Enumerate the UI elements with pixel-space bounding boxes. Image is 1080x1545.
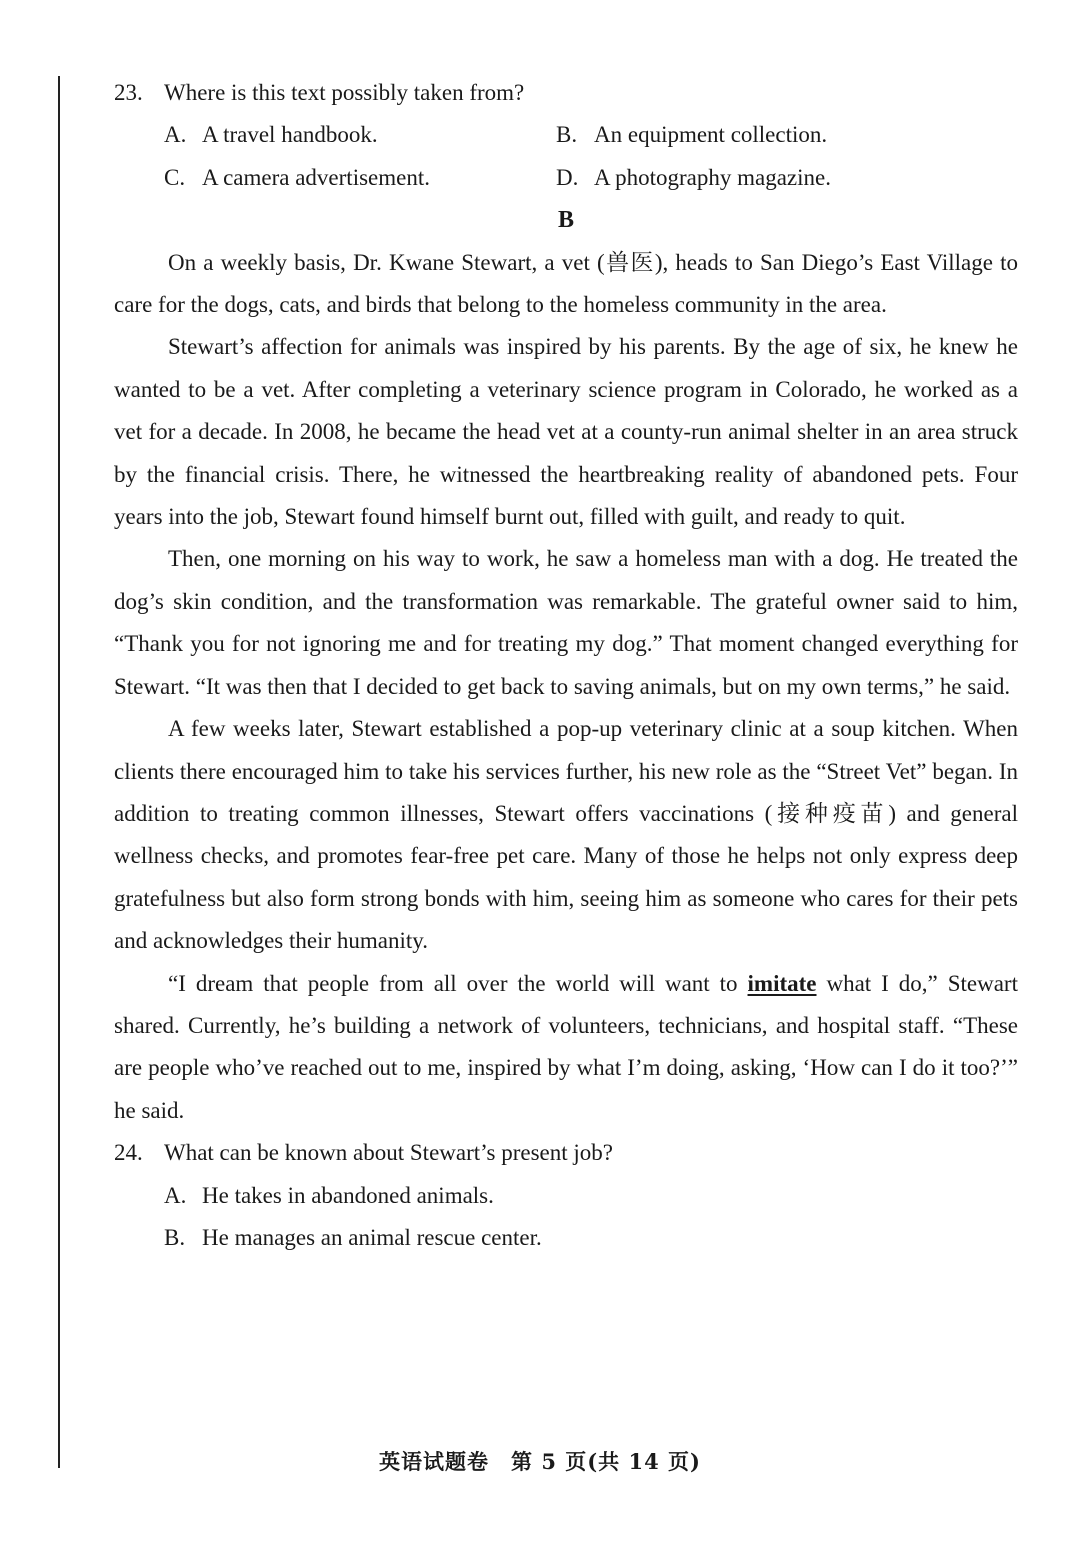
question-24 <box>114 1132 1018 1174</box>
option-letter: C. <box>164 164 186 190</box>
passage-paragraph-4: A few weeks later, Stewart established a pop-up veterinary clinic at a soup kitchen. When clients there encouraged him to take his services further, his new role as the “Street Vet” began. In addition to treating common illnesses, Stewart offers vaccinations (接种疫苗) and general wellness checks, and promotes fear-free pet care. Many of those he helps not only express deep gratefulness but also form strong bonds with him, seeing him as someone who cares for their pets and acknowledges their humanity. <box>114 716 1018 954</box>
option-text: He takes in abandoned animals. <box>202 1182 494 1208</box>
binding-margin-line <box>58 76 60 1468</box>
option-23-c[interactable] <box>164 157 556 199</box>
option-letter: B. <box>556 122 578 148</box>
option-24-b[interactable] <box>114 1217 1018 1259</box>
option-text: An equipment collection. <box>594 122 828 148</box>
question-23 <box>114 72 1018 114</box>
passage-paragraph-2: Stewart’s affection for animals was inspired by his parents. By the age of six, he knew he wanted to be a vet. After completing a veterinary science program in Colorado, he worked as a vet for a decade. In 2008, he became the head vet at a county-run animal shelter in an area struck by the financial crisis. There, he witnessed the heartbreaking reality of abandoned pets. Four years into the job, Stewart found himself burnt out, filled with guilt, and ready to quit. <box>114 334 1018 530</box>
question-24-number: 24. <box>114 1140 143 1166</box>
option-23-a[interactable] <box>164 114 556 156</box>
option-text: A travel handbook. <box>202 122 378 148</box>
page-footer: 英语试题卷 第 5 页(共 14 页) <box>379 1449 701 1474</box>
question-23-options-row-2 <box>114 157 1018 199</box>
option-letter: A. <box>164 122 187 148</box>
section-title: B <box>557 207 574 234</box>
question-23-options-row-1 <box>114 114 1018 156</box>
option-23-b[interactable] <box>556 114 948 156</box>
question-23-text: Where is this text possibly taken from? <box>164 80 525 105</box>
option-letter: D. <box>556 164 579 190</box>
passage-paragraph-3: Then, one morning on his way to work, he saw a homeless man with a dog. He treated the dog’s skin condition, and the transformation was remarkable. The grateful owner said to him, “Thank you for not ignoring me and for treating my dog.” That moment changed everything for Stewart. “It was then that I decided to get back to saving animals, but on my own terms,” he said. <box>114 546 1018 699</box>
keyword-imitate: imitate <box>747 970 817 996</box>
option-23-d[interactable] <box>556 157 948 199</box>
passage-paragraph-5 <box>114 963 1018 1133</box>
option-letter: A. <box>164 1182 187 1208</box>
exam-page-content <box>114 72 1018 1259</box>
option-text: A photography magazine. <box>594 164 831 190</box>
question-23-number: 23. <box>114 80 143 105</box>
option-text: A camera advertisement. <box>202 164 430 190</box>
paragraph-5-text-start: “I dream that people from all over the world will want to <box>168 970 748 996</box>
passage-paragraph-1: On a weekly basis, Dr. Kwane Stewart, a vet (兽医), heads to San Diego’s East Village to care for the dogs, cats, and birds that belong to the homeless community in the area. <box>114 249 1018 318</box>
paragraph-5-text-end: what I do,” Stewart shared. Currently, he’s building a network of volunteers, technicians, and hospital staff. “These are people who’ve reached out to me, inspired by what I’m doing, asking, ‘How can I do it too?’” he said. <box>114 970 1018 1123</box>
option-letter: B. <box>164 1224 186 1250</box>
option-text: He manages an animal rescue center. <box>202 1224 542 1250</box>
question-24-text: What can be known about Stewart’s present job? <box>164 1140 614 1166</box>
option-24-a[interactable] <box>114 1175 1018 1217</box>
